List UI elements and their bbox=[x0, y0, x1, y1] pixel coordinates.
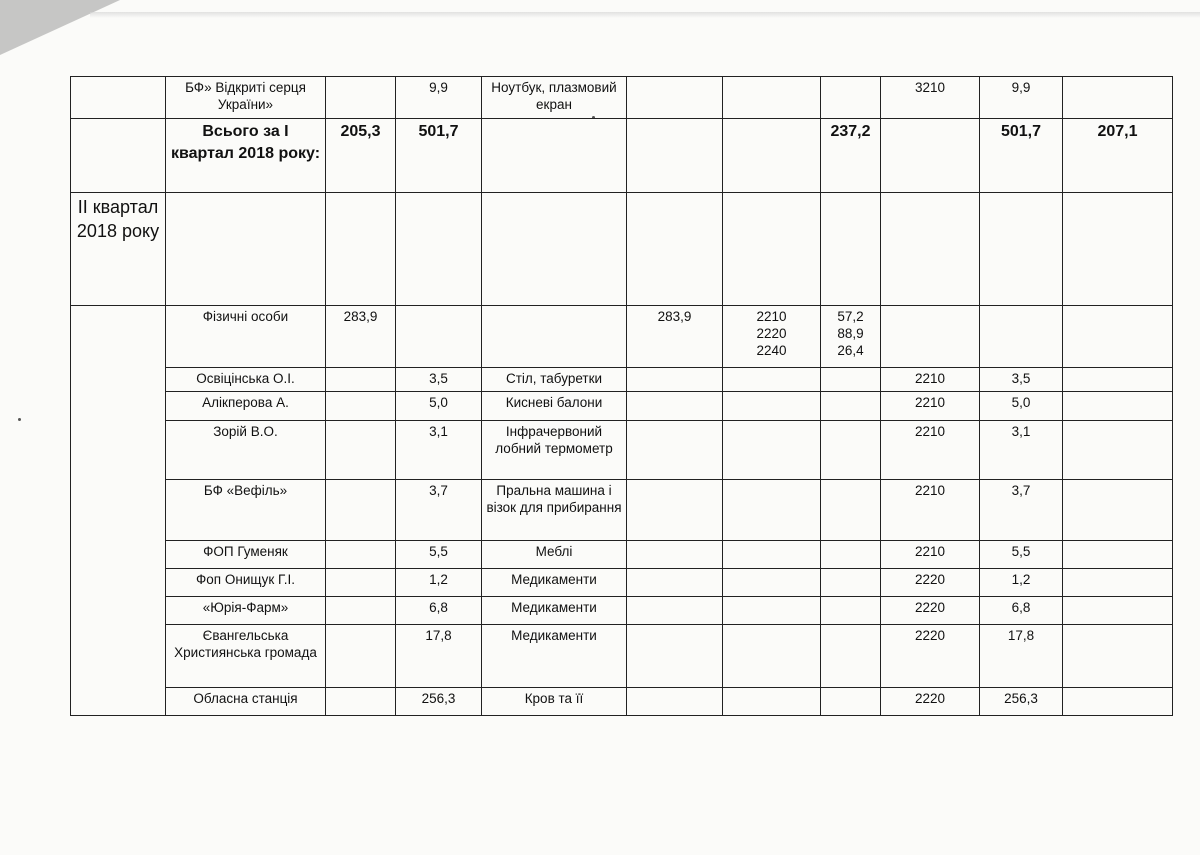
total-used: 237,2 bbox=[821, 119, 881, 193]
kekv-amounts-cell: 57,2 88,9 26,4 bbox=[821, 306, 881, 368]
period-cell bbox=[71, 119, 166, 193]
period-cell bbox=[71, 77, 166, 119]
total-label: Всього за І квартал 2018 року: bbox=[166, 119, 326, 193]
goods-spent-cell: 3,1 bbox=[980, 421, 1063, 480]
period-label: ІІ квартал 2018 року bbox=[71, 193, 166, 306]
table-row bbox=[71, 421, 1173, 480]
goods-spent-cell: 5,5 bbox=[980, 541, 1063, 569]
goods-item-cell: Кисневі балони bbox=[482, 392, 627, 421]
report-table bbox=[70, 76, 1173, 716]
table-row bbox=[71, 77, 1173, 119]
donor-name-cell: Фоп Онищук Г.І. bbox=[166, 569, 326, 597]
table-row bbox=[71, 688, 1173, 716]
goods-item-cell: Інфрачервоний лобний термометр bbox=[482, 421, 627, 480]
table-row bbox=[71, 625, 1173, 688]
donor-name-cell: БФ» Відкриті серця України» bbox=[166, 77, 326, 119]
goods-amount-cell: 9,9 bbox=[396, 77, 482, 119]
goods-spent-cell: 256,3 bbox=[980, 688, 1063, 716]
kekv-goods-cell: 2210 bbox=[881, 421, 980, 480]
scan-speck bbox=[18, 418, 21, 421]
used-money-cell bbox=[627, 77, 723, 119]
goods-item-cell: Ноутбук, плазмовий екран bbox=[482, 77, 627, 119]
donor-name-cell: Обласна станція bbox=[166, 688, 326, 716]
goods-spent-cell: 6,8 bbox=[980, 597, 1063, 625]
goods-amount-cell: 5,0 bbox=[396, 392, 482, 421]
kekv-codes-cell: 2210 2220 2240 bbox=[723, 306, 821, 368]
goods-item-cell: Стіл, табуретки bbox=[482, 368, 627, 392]
kekv-money-amount-cell bbox=[821, 77, 881, 119]
goods-amount-cell: 3,1 bbox=[396, 421, 482, 480]
table-row bbox=[71, 541, 1173, 569]
goods-amount-cell: 1,2 bbox=[396, 569, 482, 597]
total-row bbox=[71, 119, 1173, 193]
kekv-goods-cell: 3210 bbox=[881, 77, 980, 119]
used-money-cell: 283,9 bbox=[627, 306, 723, 368]
goods-spent-cell: 3,7 bbox=[980, 480, 1063, 541]
kekv-goods-cell: 2220 bbox=[881, 625, 980, 688]
donor-name-cell: Фізичні особи bbox=[166, 306, 326, 368]
table-row bbox=[71, 569, 1173, 597]
kekv-goods-cell: 2210 bbox=[881, 368, 980, 392]
goods-spent-cell: 17,8 bbox=[980, 625, 1063, 688]
total-remainder: 207,1 bbox=[1063, 119, 1173, 193]
goods-item-cell: Медикаменти bbox=[482, 569, 627, 597]
table-row bbox=[71, 597, 1173, 625]
remainder-cell bbox=[1063, 77, 1173, 119]
kekv-goods-cell: 2220 bbox=[881, 688, 980, 716]
table-row bbox=[71, 392, 1173, 421]
table-row bbox=[71, 368, 1173, 392]
scan-edge-shadow bbox=[90, 12, 1200, 18]
total-money: 205,3 bbox=[326, 119, 396, 193]
donor-name-cell: БФ «Вефіль» bbox=[166, 480, 326, 541]
goods-item-cell: Меблі bbox=[482, 541, 627, 569]
kekv-goods-cell: 2220 bbox=[881, 569, 980, 597]
total-goods: 501,7 bbox=[396, 119, 482, 193]
kekv-money-cell bbox=[723, 77, 821, 119]
money-cell bbox=[326, 77, 396, 119]
donor-name-cell: «Юрія-Фарм» bbox=[166, 597, 326, 625]
period-cell bbox=[71, 306, 166, 716]
goods-item-cell: Медикаменти bbox=[482, 625, 627, 688]
goods-item-cell: Пральна машина і візок для прибирання bbox=[482, 480, 627, 541]
goods-spent-cell: 3,5 bbox=[980, 368, 1063, 392]
kekv-goods-cell: 2220 bbox=[881, 597, 980, 625]
goods-amount-cell: 3,7 bbox=[396, 480, 482, 541]
table-row bbox=[71, 193, 1173, 306]
kekv-goods-cell: 2210 bbox=[881, 541, 980, 569]
goods-amount-cell: 256,3 bbox=[396, 688, 482, 716]
goods-amount-cell: 5,5 bbox=[396, 541, 482, 569]
donor-name-cell: ФОП Гуменяк bbox=[166, 541, 326, 569]
goods-spent-cell: 9,9 bbox=[980, 77, 1063, 119]
table-row bbox=[71, 480, 1173, 541]
total-goods-used: 501,7 bbox=[980, 119, 1063, 193]
kekv-goods-cell: 2210 bbox=[881, 480, 980, 541]
goods-amount-cell: 3,5 bbox=[396, 368, 482, 392]
goods-spent-cell: 1,2 bbox=[980, 569, 1063, 597]
goods-amount-cell: 6,8 bbox=[396, 597, 482, 625]
goods-item-cell: Кров та її bbox=[482, 688, 627, 716]
goods-item-cell: Медикаменти bbox=[482, 597, 627, 625]
donor-name-cell: Освіцінська О.І. bbox=[166, 368, 326, 392]
money-cell: 283,9 bbox=[326, 306, 396, 368]
donor-name-cell: Євангельська Християнська громада bbox=[166, 625, 326, 688]
scan-corner-shadow bbox=[0, 0, 120, 55]
goods-amount-cell: 17,8 bbox=[396, 625, 482, 688]
goods-spent-cell: 5,0 bbox=[980, 392, 1063, 421]
donor-name-cell: Зорій В.О. bbox=[166, 421, 326, 480]
kekv-goods-cell: 2210 bbox=[881, 392, 980, 421]
table-row bbox=[71, 306, 1173, 368]
donor-name-cell: Алікперова А. bbox=[166, 392, 326, 421]
